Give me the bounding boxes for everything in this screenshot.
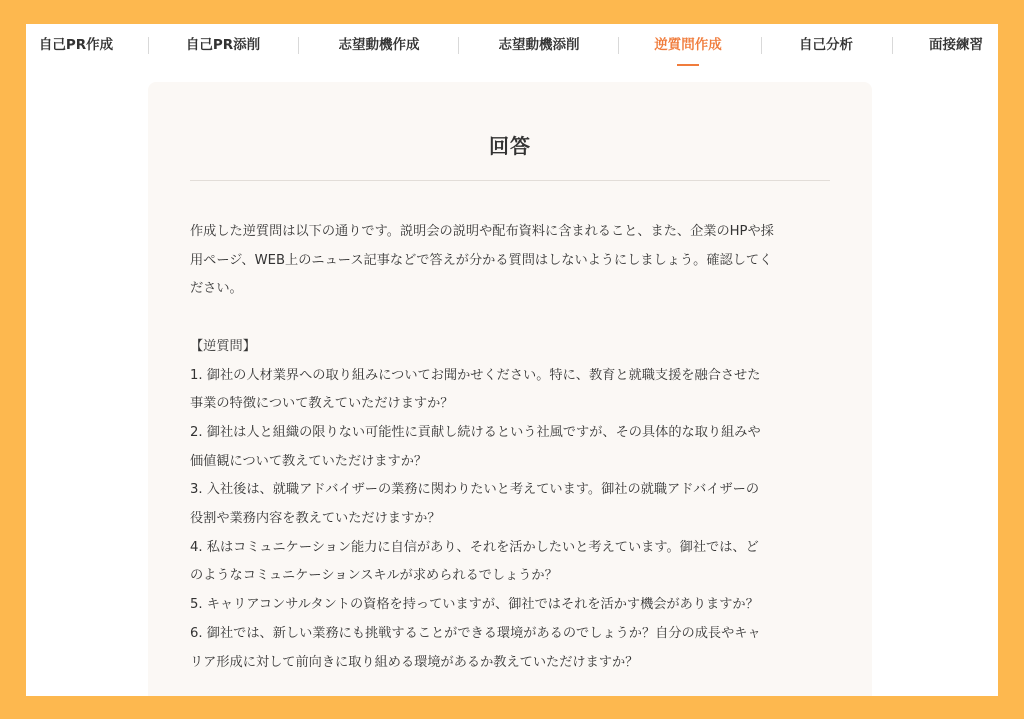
question-line: 役割や業務内容を教えていただけますか？ bbox=[190, 511, 441, 527]
tab-label: 志望動機添削 bbox=[498, 37, 580, 53]
tab-separator bbox=[148, 37, 149, 54]
tab-separator bbox=[618, 37, 619, 54]
answer-body bbox=[190, 218, 836, 677]
active-tab-indicator bbox=[677, 64, 699, 66]
intro-line: 用ページ、WEB上のニュース記事などで答えが分かる質問はしないようにしましょう。確認してく bbox=[190, 252, 773, 268]
tab-separator bbox=[458, 37, 459, 54]
tab-reverse-question-create[interactable] bbox=[648, 34, 728, 56]
app-window bbox=[26, 24, 998, 696]
answer-panel bbox=[148, 82, 872, 696]
tab-self-analysis[interactable] bbox=[790, 34, 862, 56]
tab-motivation-create[interactable] bbox=[326, 34, 432, 56]
title-divider bbox=[190, 180, 830, 181]
tab-interview-practice[interactable] bbox=[920, 34, 992, 56]
tab-label: 志望動機作成 bbox=[338, 37, 420, 53]
question-line: 6. 御社では、新しい業務にも挑戦することができる環境があるのでしょうか？自分の成長やキャ bbox=[190, 625, 761, 641]
tab-label: 逆質問作成 bbox=[654, 37, 722, 53]
intro-line: 作成した逆質問は以下の通りです。説明会の説明や配布資料に含まれること、また、企業のHPや採 bbox=[190, 224, 774, 239]
question-line: 1. 御社の人材業界への取り組みについてお聞かせください。特に、教育と就職支援を融合させた bbox=[190, 367, 761, 383]
question-line: 2. 御社は人と組織の限りない可能性に貢献し続けるという社風ですが、その具体的な取り組みや bbox=[190, 424, 761, 440]
answer-title: 回答 bbox=[489, 134, 531, 158]
tab-label: 自己PR作成 bbox=[38, 37, 114, 53]
question-line: 3. 入社後は、就職アドバイザーの業務に関わりたいと考えています。御社の就職アドバイザーの bbox=[190, 482, 760, 498]
section-label: 【逆質問】 bbox=[190, 338, 256, 354]
tab-self-pr-create[interactable] bbox=[32, 34, 120, 56]
tab-motivation-edit[interactable] bbox=[486, 34, 592, 56]
question-line: リア形成に対して前向きに取り組める環境があるか教えていただけますか？ bbox=[190, 654, 639, 670]
question-line: 4. 私はコミュニケーション能力に自信があり、それを活かしたいと考えています。御社では、ど bbox=[190, 539, 759, 555]
tab-label: 自己PR添削 bbox=[185, 37, 261, 53]
tab-self-pr-edit[interactable] bbox=[176, 34, 270, 56]
question-line: 事業の特徴について教えていただけますか？ bbox=[190, 396, 454, 412]
question-line: 5. キャリアコンサルタントの資格を持っていますが、御社ではそれを活かす機会がありますか？ bbox=[190, 597, 759, 613]
tab-separator bbox=[892, 37, 893, 54]
intro-line: ださい。 bbox=[190, 281, 243, 297]
question-line: 価値観について教えていただけますか？ bbox=[190, 453, 428, 469]
tab-separator bbox=[298, 37, 299, 54]
spacer bbox=[190, 304, 836, 333]
tab-label: 面接練習 bbox=[929, 37, 983, 53]
question-line: のようなコミュニケーションスキルが求められるでしょうか？ bbox=[190, 568, 558, 584]
tab-label: 自己分析 bbox=[799, 37, 853, 53]
tab-separator bbox=[761, 37, 762, 54]
tab-bar bbox=[26, 24, 998, 66]
